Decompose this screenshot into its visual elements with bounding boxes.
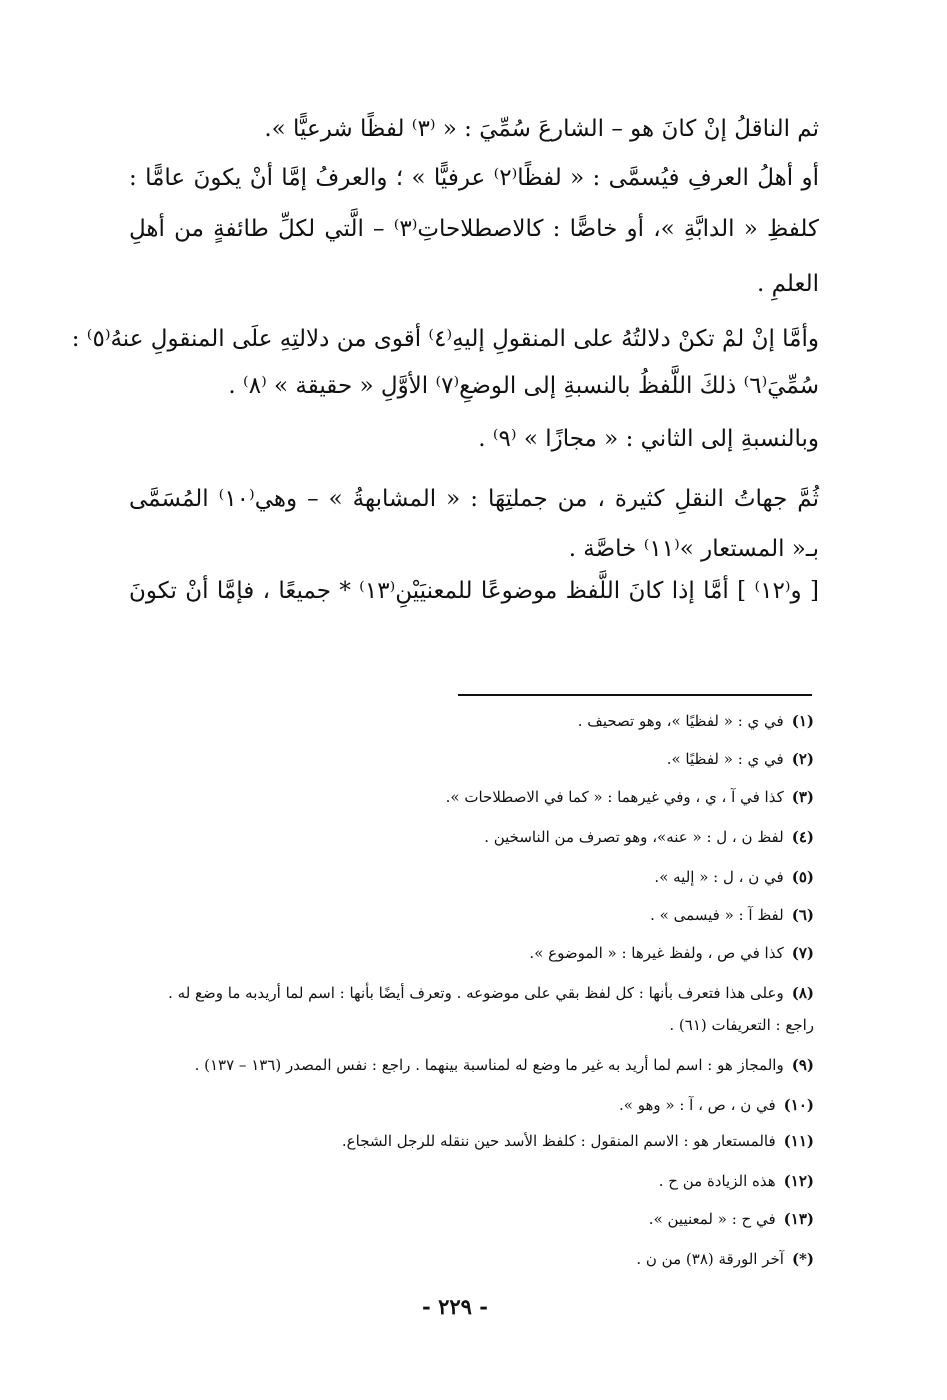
footnote-text: في ي : « لفظيًا ». [666,750,784,768]
footnote-number: (٥) [791,868,814,886]
body-line: كلفظِ « الدابَّةِ »، أو خاصًّا : كالاصطلاحاتِ⁽٣⁾ – الَّتي لكلِّ طائفةٍ من أهلِ [129,216,819,242]
footnote [578,714,814,729]
footnote-number: (١١) [783,1132,814,1150]
body-line: وبالنسبةِ إلى الثاني : « مجازًا » ⁽٩⁾ . [478,426,819,452]
footnote-text: آخر الورقة (٣٨) من ن . [636,1250,784,1268]
footnote-text: فالمستعار هو : الاسم المنقول : كلفظ الأسد حين ننقله للرجل الشجاع. [341,1132,776,1150]
footnote-text: في ن ، ص ، آ : « وهو ». [618,1096,776,1114]
footnote-number: (*) [791,1250,814,1268]
footnote [168,986,814,1001]
footnote-continuation [669,1018,814,1033]
footnote [619,1098,814,1113]
footnote-text: لفظ آ : « فيسمى » . [650,906,784,924]
footnote-text: في ح : « لمعنيين ». [648,1210,776,1228]
page-number: - ٢٢٩ - [422,1294,488,1319]
footnote [529,946,814,961]
footnote-text: هذه الزيادة من ح . [658,1172,776,1190]
footnote-number: (٦) [791,906,814,924]
footnote-text: والمجاز هو : اسم لما أريد به غير ما وضع له لمناسبة بينهما . راجع : نفس المصدر (١٣٦ – ١٣٧) . [194,1056,784,1074]
footnote-number: (٣) [791,788,814,806]
footnote-text: كذا في ص ، ولفظ غيرها : « الموضوع ». [529,944,784,962]
footnote-number: (٧) [791,944,814,962]
footnote-text: راجع : التعريفات (٦١) . [669,1016,814,1034]
footnote-text: في ن ، ل : « إليه ». [654,868,784,886]
footnote-text: كذا في آ ، ي ، وفي غيرهما : « كما في الاصطلاحات ». [445,788,784,806]
body-line: [ و⁽١٢⁾ ] أمَّا إذا كانَ اللَّفظ موضوعًا للمعنيَيْنِ⁽١٣⁾ * جميعًا ، فإمَّا أنْ تكونَ [129,578,820,604]
footnote [195,1058,814,1073]
footnote-text: في ي : « لفظيًا »، وهو تصحيف . [577,712,784,730]
body-line: أو أهلُ العرفِ فيُسمَّى : « لفظًا⁽٢⁾ عرفيًّا » ؛ والعرفُ إمَّا أنْ يكونَ عامًّا : [129,165,819,191]
footnote [650,908,814,923]
footnote-number: (١) [791,712,814,730]
footnote-text: وعلى هذا فتعرف بأنها : كل لفظ بقي على موضوعه . وتعرف أيضًا بأنها : اسم لما أريدبه ما وضع له . [168,984,784,1002]
footnote-number: (٩) [791,1056,814,1074]
footnote [342,1134,814,1149]
footnote-text: لفظ ن ، ل : « عنه»، وهو تصرف من الناسخين . [484,828,784,846]
footnote-number: (١٠) [783,1096,814,1114]
body-line: العلمِ . [756,271,819,297]
footnote [649,1212,814,1227]
footnote-separator [458,694,812,696]
footnote-number: (١٣) [783,1210,814,1228]
footnote-number: (٤) [791,828,814,846]
footnote-number: (١٢) [783,1172,814,1190]
footnote [446,790,814,805]
body-line: وأمَّا إنْ لمْ تكنْ دلالتُهُ على المنقولِ إليهِ⁽٤⁾ أقوى من دلالتِهِ علَى المنقولِ عنهُ⁽٥⁾ : [71,326,819,352]
footnote [484,830,814,845]
footnote [636,1252,814,1267]
body-line: بـ« المستعار »⁽١١⁾ خاصَّة . [568,536,819,562]
footnote [667,752,814,767]
body-line: سُمِّيَ⁽٦⁾ ذلكَ اللَّفظُ بالنسبةِ إلى الوضعِ⁽٧⁾ الأوَّلِ « حقيقة » ⁽٨⁾ . [228,373,819,399]
footnote [654,870,814,885]
footnote-number: (٢) [791,750,814,768]
footnote-number: (٨) [791,984,814,1002]
body-line: ثُمَّ جهاتُ النقلِ كثيرة ، من جملتِهَا : « المشابهةُ » – وهي⁽١٠⁾ المُسَمَّى [129,486,819,512]
footnote [659,1174,814,1189]
body-line: ثم الناقلُ إنْ كانَ هو – الشارعَ سُمِّيَ : « ⁽٣⁾ لفظًا شرعيًّا ». [264,116,819,142]
